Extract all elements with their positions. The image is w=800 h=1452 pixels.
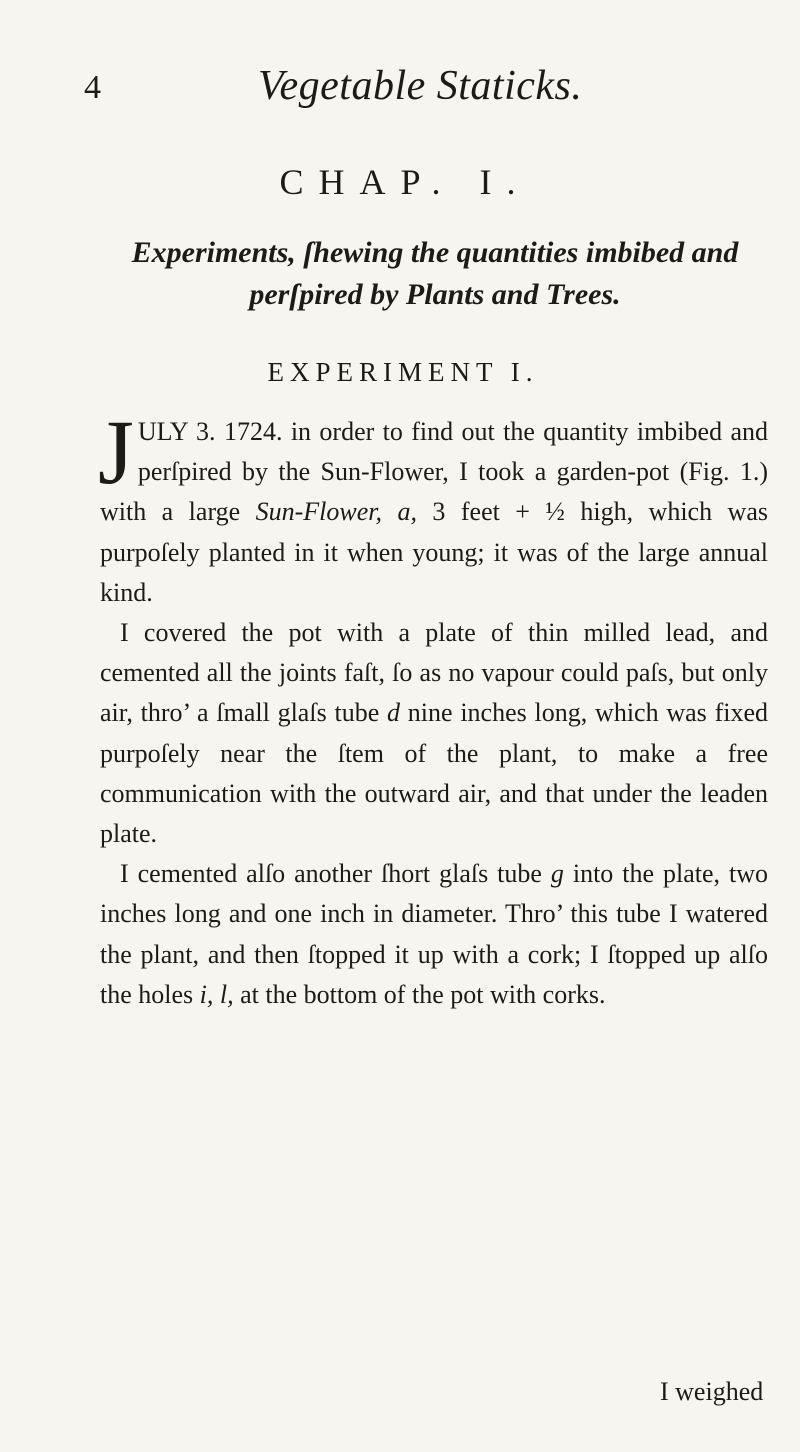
chapter-heading: CHAP. I. [279, 162, 531, 202]
paragraph-2-text-b: nine inches long, which was fixed purpoſely near the ſtem of the plant, to make a free communication with the outward air, and that under the leaden plate. [100, 698, 768, 849]
paragraph-3-text-c: at the bottom of the pot with corks. [233, 979, 606, 1009]
paragraph-3-italic-a: g [550, 859, 564, 889]
page-number: 4 [84, 69, 101, 106]
paragraph-3-text-b: into the plate, two inches long and one inch in diameter. Thro’ this tube I watered the plant, and then ſtopped it up with a cork; I ſtopped up alſo the holes [100, 859, 768, 1009]
catchword: I weighed [660, 1377, 764, 1406]
paragraph-1-italic-a: Sun-Flower, a, [255, 497, 417, 527]
paragraph-1 [98, 401, 768, 613]
drop-cap: J [98, 401, 134, 503]
running-head [0, 62, 800, 122]
paragraph-2-text-a: I covered the pot with a plate of thin milled lead, and cemented all the joints faſt, ſo as no vapour could paſs, but only air, thro’ a ſmall glaſs tube [100, 618, 768, 728]
paragraph-3 [100, 854, 768, 1015]
body-text [98, 401, 768, 1015]
paragraph-1-text-a: ULY 3. 1724. in order to find out the quantity imbibed and perſpired by the Sun-Flower, I took a garden-pot (Fig. 1.) with a large [100, 417, 768, 527]
chapter-subtitle: Experiments, ſhewing the quantities imbibed and perſpired by Plants and Trees. [131, 236, 739, 311]
experiment-heading: EXPERIMENT I. [267, 357, 539, 387]
running-title: Vegetable Staticks. [258, 63, 583, 109]
paragraph-3-italic-b: i, l, [199, 979, 234, 1009]
paragraph-3-text-a: I cemented alſo another ſhort glaſs tube [120, 859, 551, 889]
paragraph-1-text-b: 3 feet + ½ high, which was purpoſely planted in it when young; it was of the large annual kind. [100, 497, 768, 607]
paragraph-2-italic-a: d [387, 698, 401, 728]
paragraph-2 [100, 613, 768, 854]
